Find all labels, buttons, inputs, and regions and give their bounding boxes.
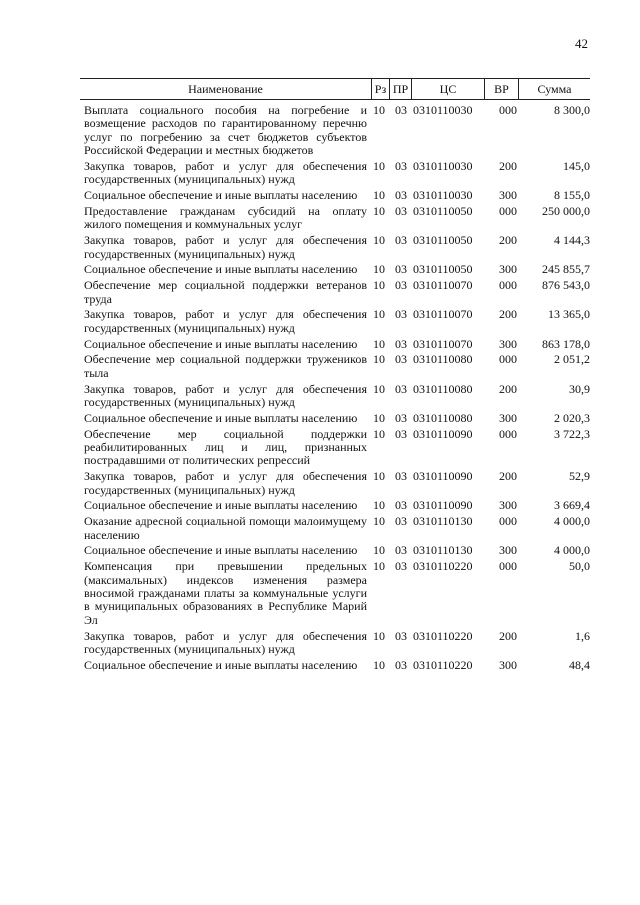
cell-name: Социальное обеспечение и иные выплаты населению [84,336,358,351]
cell-sum: 48,4 [569,657,590,672]
cell-rz: 10 [373,278,385,293]
table-row [84,353,590,380]
cell-name: Социальное обеспечение и иные выплаты населению [84,498,358,513]
cell-name: Оказание адресной социальной помощи малоимущему населению [84,514,367,542]
table-row [84,630,590,657]
cell-rz: 10 [373,204,385,219]
cell-name: Социальное обеспечение и иные выплаты населению [84,188,358,203]
cell-rz: 10 [373,352,385,367]
cell-cs: 0310110030 [413,103,473,117]
cell-vr: 000 [499,426,517,441]
cell-rz: 10 [373,233,385,248]
table-row [84,205,590,232]
cell-rz: 10 [373,628,385,643]
cell-cs: 0310110070 [413,336,473,351]
cell-vr: 000 [499,204,517,219]
cell-cs: 0310110080 [413,352,473,367]
table-row [84,515,590,542]
table-header [80,78,590,100]
table-row [84,499,590,512]
cell-rz: 10 [373,559,385,574]
cell-name: Закупка товаров, работ и услуг для обеспечения государственных (муниципальных) нужд [84,628,367,657]
cell-vr: 200 [499,469,517,484]
cell-vr: 300 [499,498,517,513]
cell-pr: 03 [395,514,407,529]
table-body [84,104,590,675]
table-row [84,308,590,335]
table-row [84,428,590,468]
cell-sum: 863 178,0 [542,336,590,351]
cell-vr: 000 [499,514,517,529]
cell-cs: 0310110090 [413,498,473,513]
cell-pr: 03 [395,233,407,248]
cell-pr: 03 [395,657,407,672]
table-row [84,544,590,557]
cell-sum: 4 000,0 [554,543,590,558]
cell-sum: 876 543,0 [542,278,590,293]
cell-rz: 10 [373,469,385,484]
cell-cs: 0310110090 [413,469,473,484]
header-sum: Сумма [537,81,572,96]
cell-name: Выплата социального пособия на погребение и возмещение расходов по гарантированному перечню услуг по погребению за счет бюджетов субъектов Российской Федерации и местных бюджетов [84,103,367,158]
cell-sum: 4 144,3 [554,233,590,248]
cell-sum: 3 669,4 [554,498,590,513]
cell-rz: 10 [373,336,385,351]
cell-cs: 0310110070 [413,307,473,322]
cell-cs: 0310110130 [413,543,473,558]
page-number: 42 [575,36,588,51]
table-row [84,470,590,497]
cell-rz: 10 [373,188,385,203]
cell-rz: 10 [373,262,385,277]
cell-sum: 4 000,0 [554,514,590,529]
cell-name: Закупка товаров, работ и услуг для обеспечения государственных (муниципальных) нужд [84,381,367,410]
cell-vr: 000 [499,103,517,117]
cell-pr: 03 [395,469,407,484]
cell-pr: 03 [395,498,407,513]
cell-cs: 0310110030 [413,159,473,174]
cell-sum: 250 000,0 [542,204,590,219]
cell-sum: 13 365,0 [548,307,590,322]
table-row [84,560,590,627]
cell-pr: 03 [395,381,407,396]
cell-vr: 300 [499,262,517,277]
cell-pr: 03 [395,410,407,425]
cell-cs: 0310110050 [413,233,473,248]
cell-name: Закупка товаров, работ и услуг для обеспечения государственных (муниципальных) нужд [84,307,367,335]
cell-vr: 300 [499,410,517,425]
cell-sum: 145,0 [563,159,590,174]
header-rz: Рз [372,79,390,99]
cell-rz: 10 [373,514,385,529]
cell-cs: 0310110130 [413,514,473,529]
cell-rz: 10 [373,426,385,441]
cell-cs: 0310110090 [413,426,473,441]
table-row [84,160,590,187]
cell-vr: 300 [499,543,517,558]
table-row [84,279,590,306]
cell-cs: 0310110080 [413,381,473,396]
cell-name: Обеспечение мер социальной поддержки тружеников тыла [84,352,367,380]
cell-pr: 03 [395,262,407,277]
cell-name: Закупка товаров, работ и услуг для обеспечения государственных (муниципальных) нужд [84,233,367,261]
cell-vr: 200 [499,628,517,643]
table-row [84,189,590,202]
cell-pr: 03 [395,352,407,367]
table-row [84,234,590,261]
cell-name: Социальное обеспечение и иные выплаты населению [84,262,358,277]
cell-pr: 03 [395,307,407,322]
cell-pr: 03 [395,204,407,219]
cell-pr: 03 [395,103,407,117]
cell-name: Закупка товаров, работ и услуг для обеспечения государственных (муниципальных) нужд [84,469,367,497]
cell-name: Социальное обеспечение и иные выплаты населению [84,657,358,672]
cell-cs: 0310110080 [413,410,473,425]
cell-name: Обеспечение мер социальной поддержки реабилитированных лиц и лиц, признанных пострадавшими от политических репрессий [84,426,367,468]
cell-sum: 2 020,3 [554,410,590,425]
cell-cs: 0310110220 [413,559,473,574]
cell-rz: 10 [373,159,385,174]
cell-sum: 50,0 [569,559,590,574]
cell-vr: 300 [499,336,517,351]
cell-name: Предоставление гражданам субсидий на оплату жилого помещения и коммунальных услуг [84,204,367,232]
cell-cs: 0310110050 [413,204,473,219]
cell-vr: 000 [499,559,517,574]
cell-name: Социальное обеспечение и иные выплаты населению [84,543,358,558]
cell-rz: 10 [373,498,385,513]
cell-vr: 300 [499,657,517,672]
cell-vr: 200 [499,381,517,396]
cell-name: Компенсация при превышении предельных (максимальных) индексов изменения размера вносимой гражданами платы за коммунальные услуги в муниципальных образованиях в Республике Марий Эл [84,559,367,627]
cell-rz: 10 [373,307,385,322]
cell-vr: 300 [499,188,517,203]
table-row [84,412,590,425]
header-name: Наименование [80,79,372,99]
cell-sum: 1,6 [575,628,590,643]
cell-name: Социальное обеспечение и иные выплаты населению [84,410,358,425]
cell-pr: 03 [395,159,407,174]
table-row [84,383,590,410]
cell-vr: 200 [499,159,517,174]
cell-vr: 000 [499,278,517,293]
cell-pr: 03 [395,426,407,441]
cell-cs: 0310110220 [413,628,473,643]
cell-rz: 10 [373,543,385,558]
cell-sum: 8 155,0 [554,188,590,203]
cell-name: Обеспечение мер социальной поддержки ветеранов труда [84,278,367,306]
cell-vr: 200 [499,233,517,248]
cell-cs: 0310110220 [413,657,473,672]
table-row [84,104,590,158]
cell-cs: 0310110030 [413,188,473,203]
cell-pr: 03 [395,559,407,574]
cell-sum: 52,9 [569,469,590,484]
cell-rz: 10 [373,381,385,396]
table-row [84,263,590,276]
cell-rz: 10 [373,103,385,117]
cell-pr: 03 [395,188,407,203]
cell-rz: 10 [373,410,385,425]
cell-sum: 3 722,3 [554,426,590,441]
cell-cs: 0310110070 [413,278,473,293]
cell-sum: 245 855,7 [542,262,590,277]
cell-pr: 03 [395,336,407,351]
cell-rz: 10 [373,657,385,672]
cell-sum: 2 051,2 [554,352,590,367]
header-vr: ВР [485,79,519,99]
cell-pr: 03 [395,628,407,643]
cell-sum: 8 300,0 [554,103,590,117]
cell-pr: 03 [395,278,407,293]
table-row [84,659,590,672]
table-row [84,338,590,351]
cell-pr: 03 [395,543,407,558]
cell-vr: 200 [499,307,517,322]
cell-vr: 000 [499,352,517,367]
header-pr: ПР [390,79,412,99]
cell-sum: 30,9 [569,381,590,396]
header-cs: ЦС [412,79,485,99]
cell-name: Закупка товаров, работ и услуг для обеспечения государственных (муниципальных) нужд [84,159,367,187]
cell-cs: 0310110050 [413,262,473,277]
